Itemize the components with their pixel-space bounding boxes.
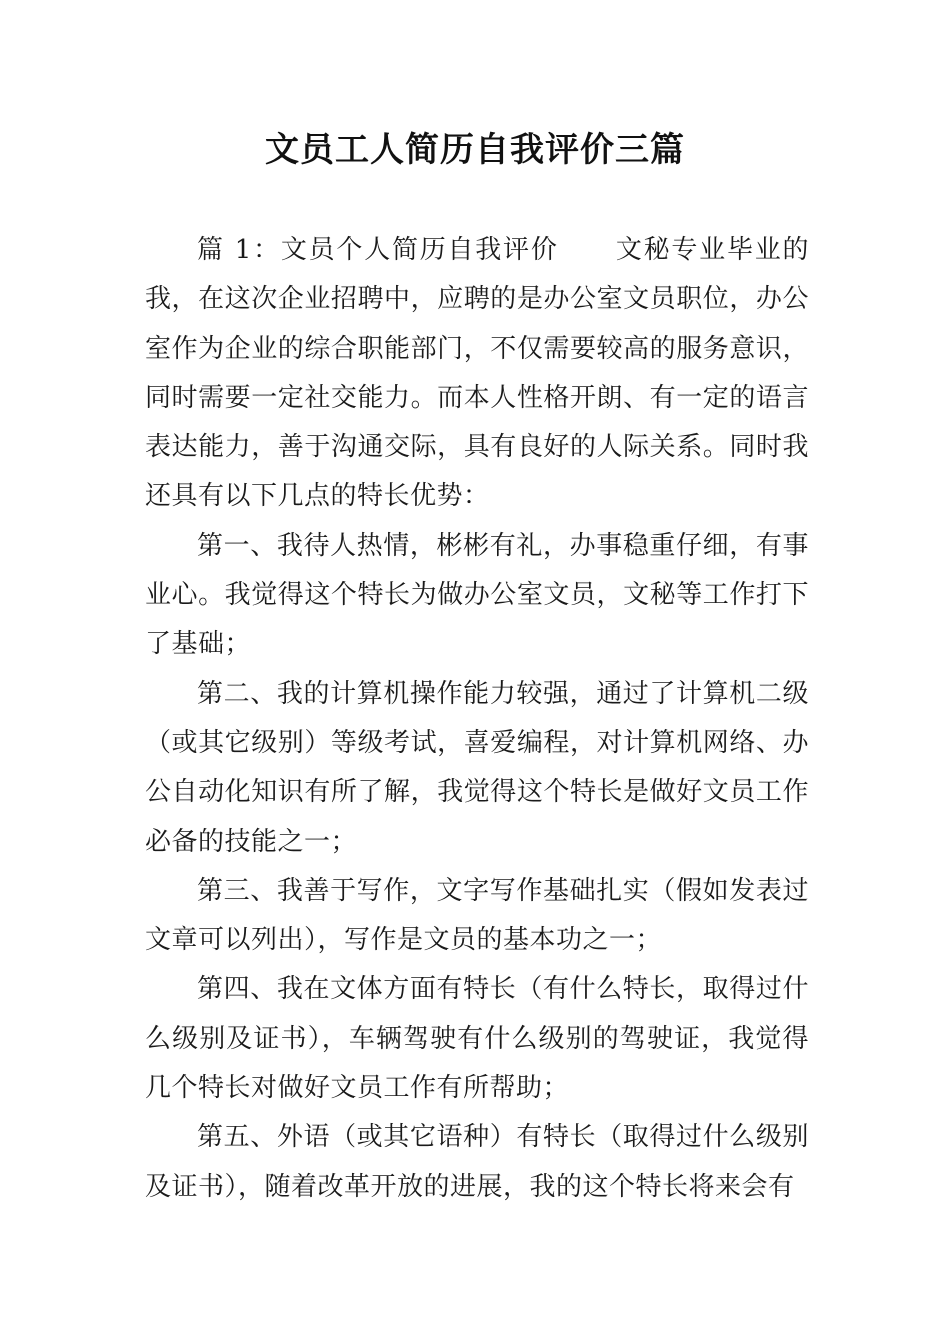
section-heading: 篇 1：文员个人简历自我评价 [197,235,559,265]
paragraph: 第四、我在文体方面有特长（有什么特长，取得过什么级别及证书），车辆驾驶有什么级别的驾驶证，我觉得几个特长对做好文员工作有所帮助； [145,974,809,1104]
paragraph-text: 文秘专业毕业的我，在这次企业招聘中，应聘的是办公室文员职位，办公室作为企业的综合职能部门，不仅需要较高的服务意识，同时需要一定社交能力。而本人性格开朗、有一定的语言表达能力，善于沟通交际，具有良好的人际关系。同时我还具有以下几点的特长优势： [145,235,809,512]
paragraph: 第一、我待人热情，彬彬有礼，办事稳重仔细，有事业心。我觉得这个特长为做办公室文员，文秘等工作打下了基础； [145,530,809,660]
document-title: 文员工人简历自我评价三篇 [265,130,685,170]
paragraph: 第五、外语（或其它语种）有特长（取得过什么级别及证书），随着改革开放的进展，我的这个特长将来会有 [145,1122,809,1202]
paragraph: 第二、我的计算机操作能力较强，通过了计算机二级（或其它级别）等级考试，喜爱编程，对计算机网络、办公自动化知识有所了解，我觉得这个特长是做好文员工作必备的技能之一； [145,678,809,857]
intro-paragraph [145,226,809,522]
document-body [145,226,809,1212]
paragraph: 第三、我善于写作，文字写作基础扎实（假如发表过文章可以列出），写作是文员的基本功之一； [145,875,809,956]
